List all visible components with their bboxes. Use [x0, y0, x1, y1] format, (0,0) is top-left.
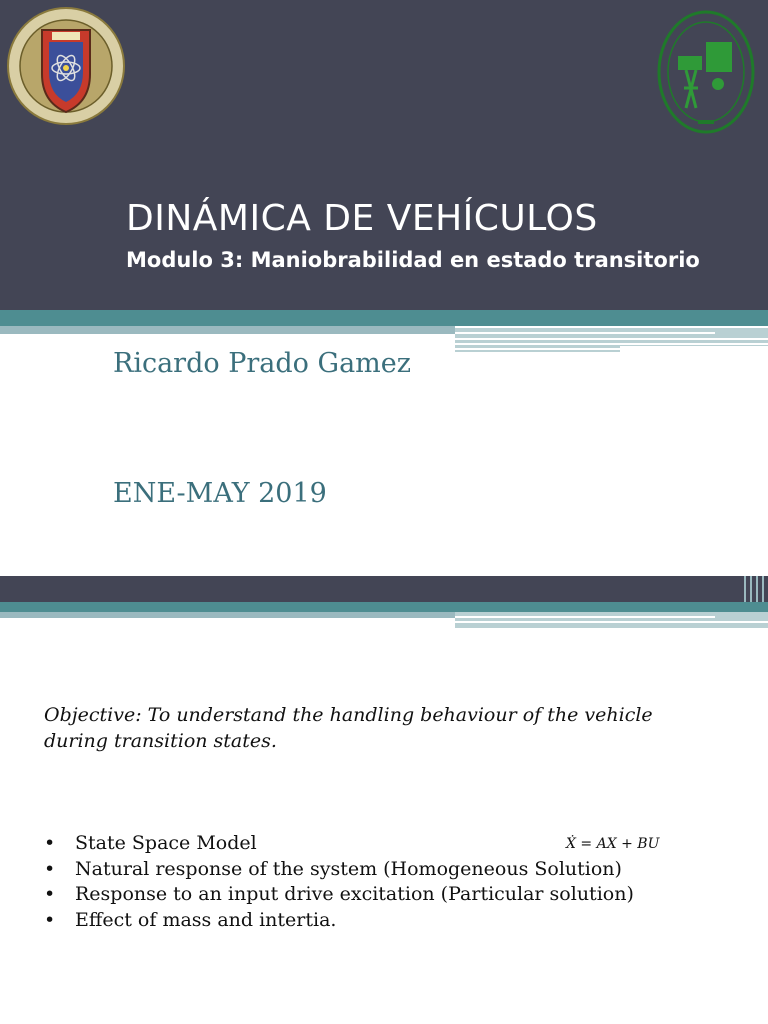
list-item-text: Effect of mass and intertia.	[75, 908, 337, 931]
slide-subtitle: Modulo 3: Maniobrabilidad en estado transitorio	[126, 248, 700, 272]
objective-text: Objective: To understand the handling behaviour of the vehicle during transition states.	[44, 704, 653, 752]
list-item-text: Response to an input drive excitation (Particular solution)	[75, 883, 634, 905]
list-item	[44, 831, 634, 857]
slide2-decorative-stripe	[0, 576, 768, 632]
bullet-icon: •	[44, 857, 56, 880]
slide-title: DINÁMICA DE VEHÍCULOS	[126, 198, 598, 239]
title-slide-header	[0, 0, 768, 310]
state-space-equation: Ẋ = AX + BU	[566, 836, 660, 852]
term-label: ENE-MAY 2019	[113, 478, 327, 509]
list-item	[44, 857, 634, 883]
author-name: Ricardo Prado Gamez	[113, 348, 411, 379]
bullet-icon: •	[44, 908, 56, 931]
list-item	[44, 908, 634, 934]
university-seal-logo	[6, 6, 126, 126]
faculty-emblem-logo	[656, 8, 756, 136]
bullet-icon: •	[44, 883, 56, 905]
list-item-text: State Space Model	[75, 832, 257, 854]
list-item-text: Natural response of the system (Homogeneous Solution)	[75, 857, 622, 880]
topics-list	[44, 831, 634, 933]
list-item	[44, 882, 634, 908]
bullet-icon: •	[44, 832, 56, 854]
